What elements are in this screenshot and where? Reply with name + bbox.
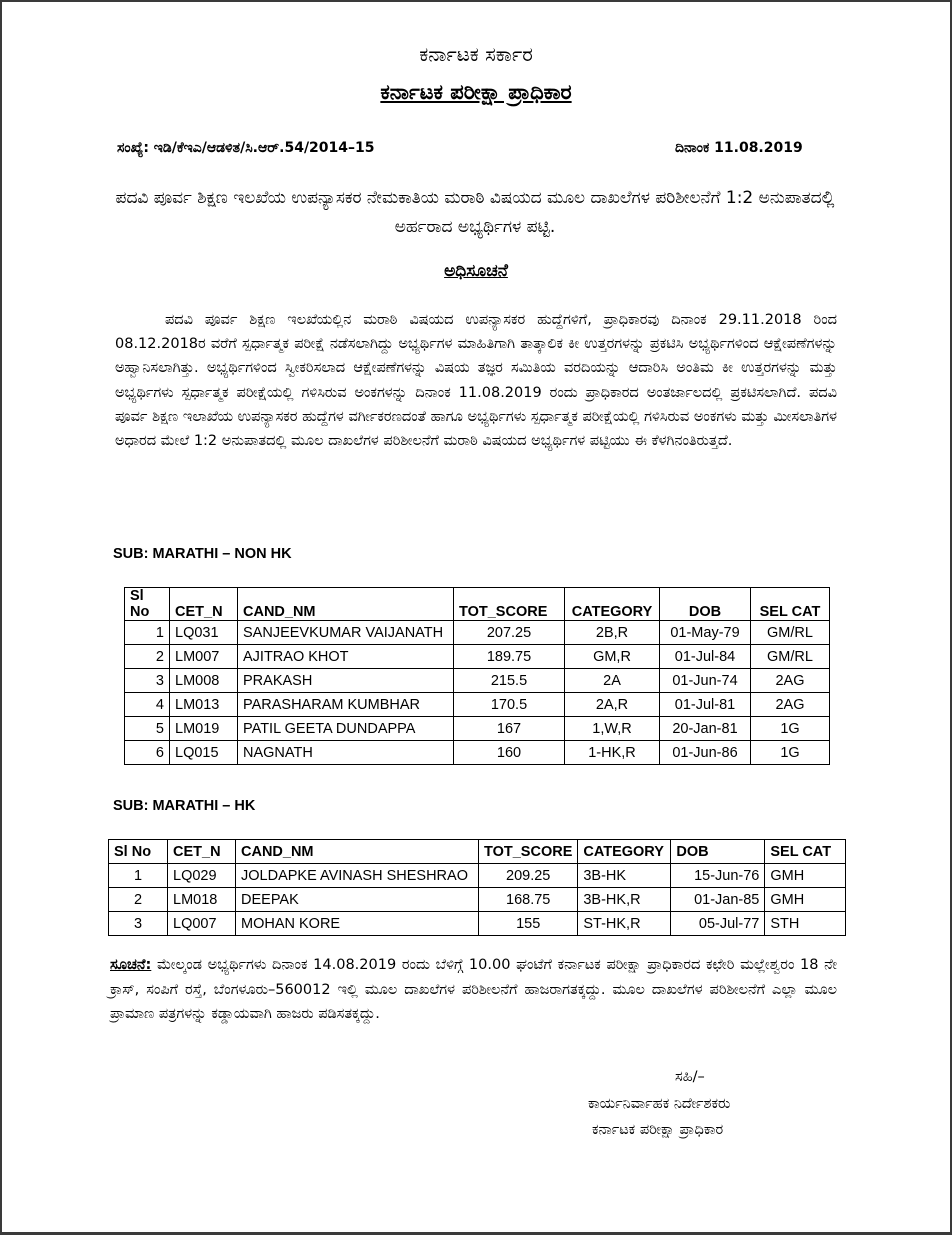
subject-line: ಪದವಿ ಪೂರ್ವ ಶಿಕ್ಷಣ ಇಲಖೆಯ ಉಪನ್ಯಾಸಕರ ನೇಮಕಾತಿಯ ಮರಾಠಿ ವಿಷಯದ ಮೂಲ ದಾಖಲೆಗಳ ಪರಿಶೀಲನೆಗೆ 1:2 ಅನುಪಾತದಲ್ಲಿ ಅರ್ಹರಾದ ಅಭ್ಯರ್ಥಿಗಳ ಪಟ್ಟಿ. xyxy=(115,188,835,237)
cell-dob: 01-Jul-84 xyxy=(660,645,751,669)
column-header: CET_N xyxy=(170,588,238,621)
cell-selected-category: 1G xyxy=(751,717,830,741)
cell-category: 2A xyxy=(565,669,660,693)
cell-total-score: 209.25 xyxy=(479,864,578,888)
candidates-table-hk xyxy=(108,839,846,936)
section-label-hk: SUB: MARATHI – HK xyxy=(113,798,256,814)
cell-total-score: 168.75 xyxy=(479,888,578,912)
cell-cet-no: LQ007 xyxy=(168,912,236,936)
column-header: CATEGORY xyxy=(565,588,660,621)
column-header: CATEGORY xyxy=(578,840,671,864)
cell-candidate-name: AJITRAO KHOT xyxy=(238,645,454,669)
cell-sl-no: 4 xyxy=(125,693,170,717)
cell-candidate-name: MOHAN KORE xyxy=(236,912,479,936)
cell-dob: 01-Jan-85 xyxy=(671,888,765,912)
column-header: CAND_NM xyxy=(238,588,454,621)
cell-total-score: 155 xyxy=(479,912,578,936)
cell-category: GM,R xyxy=(565,645,660,669)
column-header: CET_N xyxy=(168,840,236,864)
table-row xyxy=(109,912,846,936)
section-label-non-hk: SUB: MARATHI – NON HK xyxy=(113,546,292,562)
signatory-office: ಕರ್ನಾಟಕ ಪರೀಕ್ಷಾ ಪ್ರಾಧಿಕಾರ xyxy=(592,1122,724,1138)
cell-cet-no: LM019 xyxy=(170,717,238,741)
cell-dob: 01-May-79 xyxy=(660,621,751,645)
cell-total-score: 207.25 xyxy=(454,621,565,645)
cell-selected-category: 2AG xyxy=(751,693,830,717)
table-header-row xyxy=(125,588,830,621)
cell-cet-no: LQ029 xyxy=(168,864,236,888)
cell-selected-category: 2AG xyxy=(751,669,830,693)
cell-sl-no: 3 xyxy=(109,912,168,936)
cell-category: 1-HK,R xyxy=(565,741,660,765)
cell-total-score: 170.5 xyxy=(454,693,565,717)
cell-dob: 01-Jul-81 xyxy=(660,693,751,717)
column-header: TOT_SCORE xyxy=(454,588,565,621)
cell-total-score: 215.5 xyxy=(454,669,565,693)
cell-candidate-name: DEEPAK xyxy=(236,888,479,912)
cell-category: ST-HK,R xyxy=(578,912,671,936)
column-header: DOB xyxy=(671,840,765,864)
table-row xyxy=(109,888,846,912)
cell-dob: 01-Jun-86 xyxy=(660,741,751,765)
cell-total-score: 189.75 xyxy=(454,645,565,669)
cell-cet-no: LM007 xyxy=(170,645,238,669)
cell-selected-category: 1G xyxy=(751,741,830,765)
notification-heading: ಅಧಿಸೂಚನೆ xyxy=(444,261,508,281)
cell-sl-no: 2 xyxy=(109,888,168,912)
cell-dob: 20-Jan-81 xyxy=(660,717,751,741)
table-row xyxy=(125,741,830,765)
table-header-row xyxy=(109,840,846,864)
issue-date: ದಿನಾಂಕ 11.08.2019 xyxy=(675,140,803,156)
column-header: Sl No xyxy=(109,840,168,864)
column-header: SEL CAT xyxy=(765,840,846,864)
table-row xyxy=(125,693,830,717)
cell-cet-no: LM013 xyxy=(170,693,238,717)
note-text: ಮೇಲ್ಕಂಡ ಅಭ್ಯರ್ಥಿಗಳು ದಿನಾಂಕ 14.08.2019 ರಂದು ಬೆಳಿಗ್ಗೆ 10.00 ಘಂಟೆಗೆ ಕರ್ನಾಟಕ ಪರೀಕ್ಷಾ ಪ್ರಾಧಿಕಾರದ ಕಛೇರಿ ಮಲ್ಲೇಶ್ವರಂ 18 ನೇ ಕ್ರಾಸ್, ಸಂಪಿಗೆ ರಸ್ತೆ, ಬೆಂಗಳೂರು–560012 ಇಲ್ಲಿ ಮೂಲ ದಾಖಲೆಗಳ ಪರಿಶೀಲನೆಗೆ ಹಾಜರಾಗತಕ್ಕದ್ದು. ಮೂಲ ದಾಖಲೆಗಳ ಪರಿಶೀಲನೆಗೆ ಎಲ್ಲಾ ಮೂಲ ಪ್ರಾಮಾಣ ಪತ್ರಗಳನ್ನು ಕಡ್ಡಾಯವಾಗಿ ಹಾಜರು ಪಡಿಸತಕ್ಕದ್ದು. xyxy=(110,957,838,1022)
cell-selected-category: GMH xyxy=(765,864,846,888)
cell-candidate-name: NAGNATH xyxy=(238,741,454,765)
cell-category: 2B,R xyxy=(565,621,660,645)
column-header: DOB xyxy=(660,588,751,621)
cell-cet-no: LM008 xyxy=(170,669,238,693)
cell-sl-no: 6 xyxy=(125,741,170,765)
cell-total-score: 167 xyxy=(454,717,565,741)
cell-cet-no: LM018 xyxy=(168,888,236,912)
signed-mark: ಸಹಿ/– xyxy=(675,1069,705,1085)
cell-candidate-name: PRAKASH xyxy=(238,669,454,693)
table-row xyxy=(125,717,830,741)
cell-sl-no: 5 xyxy=(125,717,170,741)
reference-number: ಸಂಖ್ಯೆ: ಇಡಿ/ಕೆಇಎ/ಆಡಳಿತ/ಸಿ.ಆರ್.54/2014–15 xyxy=(117,140,375,156)
cell-category: 1,W,R xyxy=(565,717,660,741)
cell-sl-no: 3 xyxy=(125,669,170,693)
cell-sl-no: 1 xyxy=(125,621,170,645)
cell-selected-category: GMH xyxy=(765,888,846,912)
cell-sl-no: 2 xyxy=(125,645,170,669)
cell-category: 3B-HK,R xyxy=(578,888,671,912)
cell-category: 2A,R xyxy=(565,693,660,717)
candidates-table-non-hk xyxy=(124,587,830,765)
cell-dob: 01-Jun-74 xyxy=(660,669,751,693)
body-paragraph: ಪದವಿ ಪೂರ್ವ ಶಿಕ್ಷಣ ಇಲಖೆಯಲ್ಲಿನ ಮರಾಠಿ ವಿಷಯದ ಉಪನ್ಯಾಸಕರ ಹುದ್ದೆಗಳಿಗೆ, ಪ್ರಾಧಿಕಾರವು ದಿನಾಂಕ 29.11.2018 ರಿಂದ 08.12.2018ರ ವರೆಗೆ ಸ್ಪರ್ಧಾತ್ಮಕ ಪರೀಕ್ಷೆ ನಡೆಸಲಾಗಿದ್ದು ಅಭ್ಯರ್ಥಿಗಳ ಮಾಹಿತಿಗಾಗಿ ತಾತ್ಕಾಲಿಕ ಕೀ ಉತ್ತರಗಳನ್ನು ಪ್ರಕಟಿಸಿ ಅಭ್ಯರ್ಥಿಗಳಿಂದ ಆಕ್ಷೇಪಣೆಗಳನ್ನು ಅಹ್ವಾನಿಸಲಾಗಿತ್ತು. ಅಭ್ಯರ್ಥಿಗಳಿಂದ ಸ್ವೀಕರಿಸಲಾದ ಆಕ್ಷೇಪಣೆಗಳನ್ನು ವಿಷಯ ತಜ್ಞರ ಸಮಿತಿಯ ವರದಿಯನ್ನು ಆದಾರಿಸಿ ಅಂತಿಮ ಕೀ ಉತ್ತರಗಳನ್ನು ಮತ್ತು ಅಭ್ಯರ್ಥಿಗಳು ಸ್ಪರ್ಧಾತ್ಮಕ ಪರೀಕ್ಷೆಯಲ್ಲಿ ಗಳಿಸಿರುವ ಅಂಕಗಳನ್ನು ದಿನಾಂಕ 11.08.2019 ರಂದು ಪ್ರಾಧಿಕಾರದ ಅಂತರ್ಜಾಲದಲ್ಲಿ ಪ್ರಕಟಿಸಲಾಗಿದೆ. ಪದವಿ ಪೂರ್ವ ಶಿಕ್ಷಣ ಇಲಾಖೆಯ ಉಪನ್ಯಾಸಕರ ಹುದ್ದೆಗಳ ವರ್ಗೀಕರಣದಂತೆ ಹಾಗೂ ಅಭ್ಯರ್ಥಿಗಳು ಸ್ಪರ್ಧಾತ್ಮಕ ಪರೀಕ್ಷೆಯಲ್ಲಿ ಗಳಿಸಿರುವ ಅಂಕಗಳು ಮತ್ತು ಮೀಸಲಾತಿಗಳ ಅಧಾರದ ಮೇಲೆ 1:2 ಅನುಪಾತದಲ್ಲಿ ಮೂಲ ದಾಖಲೆಗಳ ಪರಿಶೀಲನೆಗೆ ಮರಾಠಿ ವಿಷಯದ ಅಭ್ಯರ್ಥಿಗಳ ಪಟ್ಟಿಯು ಈ ಕೆಳಗಿನಂತಿರುತ್ತದೆ. xyxy=(115,312,837,450)
cell-selected-category: GM/RL xyxy=(751,621,830,645)
table-row xyxy=(125,645,830,669)
cell-category: 3B-HK xyxy=(578,864,671,888)
note-label: ಸೂಚನೆ: xyxy=(110,957,152,973)
cell-candidate-name: JOLDAPKE AVINASH SHESHRAO xyxy=(236,864,479,888)
cell-candidate-name: SANJEEVKUMAR VAIJANATH xyxy=(238,621,454,645)
cell-cet-no: LQ031 xyxy=(170,621,238,645)
column-header: TOT_SCORE xyxy=(479,840,578,864)
column-header: SEL CAT xyxy=(751,588,830,621)
signatory-designation: ಕಾರ್ಯನಿರ್ವಾಹಕ ನಿರ್ದೇಶಕರು xyxy=(588,1096,731,1112)
note-paragraph xyxy=(110,953,837,1027)
cell-selected-category: GM/RL xyxy=(751,645,830,669)
table-row xyxy=(125,669,830,693)
cell-cet-no: LQ015 xyxy=(170,741,238,765)
column-header: CAND_NM xyxy=(236,840,479,864)
government-title: ಕರ್ನಾಟಕ ಸರ್ಕಾರ xyxy=(419,42,533,66)
cell-sl-no: 1 xyxy=(109,864,168,888)
cell-candidate-name: PARASHARAM KUMBHAR xyxy=(238,693,454,717)
cell-total-score: 160 xyxy=(454,741,565,765)
authority-title: ಕರ್ನಾಟಕ ಪರೀಕ್ಷಾ ಪ್ರಾಧಿಕಾರ xyxy=(380,80,572,104)
cell-candidate-name: PATIL GEETA DUNDAPPA xyxy=(238,717,454,741)
cell-selected-category: STH xyxy=(765,912,846,936)
cell-dob: 05-Jul-77 xyxy=(671,912,765,936)
cell-dob: 15-Jun-76 xyxy=(671,864,765,888)
table-row xyxy=(125,621,830,645)
table-row xyxy=(109,864,846,888)
column-header: Sl No xyxy=(125,588,170,621)
